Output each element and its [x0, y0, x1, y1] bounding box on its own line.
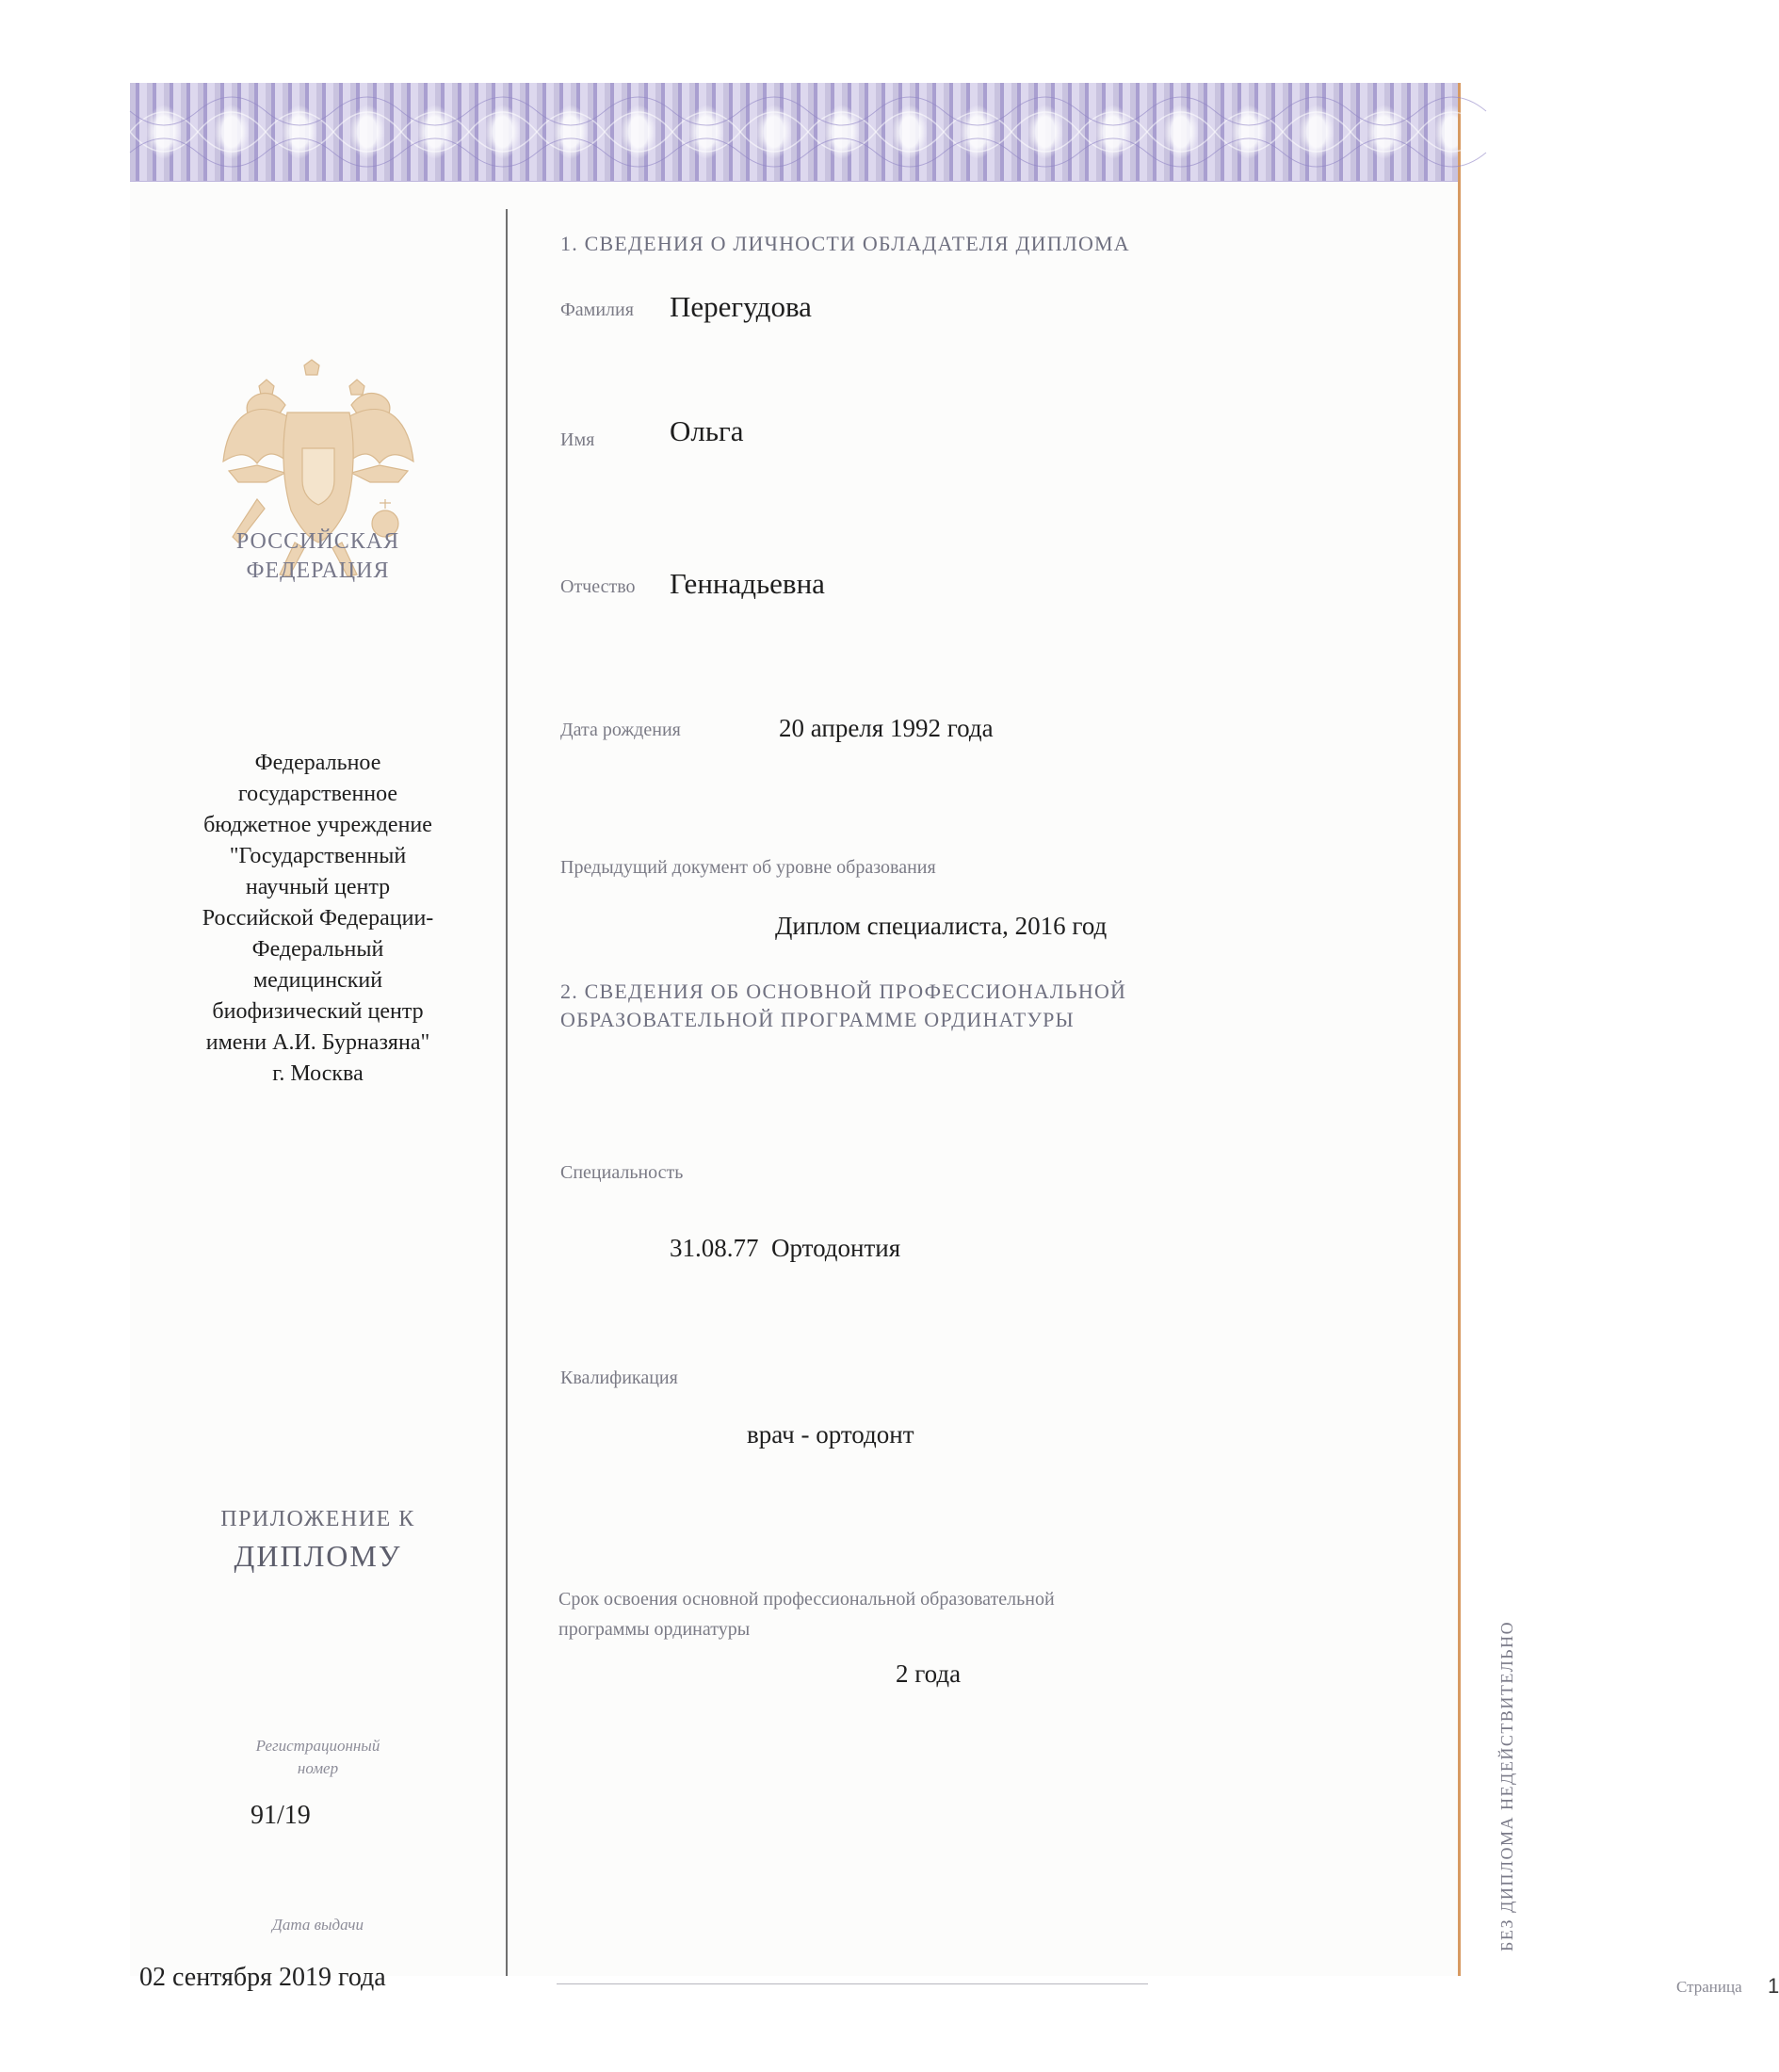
first-name-value: Ольга [670, 414, 744, 447]
duration-label-line-1: Срок освоения основной профессиональной образовательной [558, 1589, 1055, 1610]
program-duration-label [558, 1584, 1055, 1644]
previous-document-value: Диплом специалиста, 2016 год [775, 912, 1108, 940]
institution-line: "Государственный [229, 844, 407, 868]
country-name [130, 527, 506, 586]
institution-line: Федеральный [251, 937, 384, 962]
validity-note: БЕЗ ДИПЛОМА НЕДЕЙСТВИТЕЛЬНО [1497, 1620, 1516, 1951]
issue-date: 02 сентября 2019 года [139, 1963, 386, 1992]
registration-number-label [130, 1735, 506, 1780]
section-2-heading-line-2: ОБРАЗОВАТЕЛЬНОЙ ПРОГРАММЕ ОРДИНАТУРЫ [560, 1008, 1075, 1031]
specialty-value: 31.08.77 Ортодонтия [670, 1234, 901, 1262]
page-number: 1 [1768, 1974, 1779, 1998]
patronymic-label: Отчество [560, 576, 636, 597]
country-line-2: ФЕДЕРАЦИЯ [246, 558, 390, 583]
surname-label: Фамилия [560, 299, 634, 320]
section-2-heading-line-1: 2. СВЕДЕНИЯ ОБ ОСНОВНОЙ ПРОФЕССИОНАЛЬНОЙ [560, 979, 1127, 1003]
issue-date-label: Дата выдачи [272, 1916, 364, 1934]
diploma-appendix-sheet [130, 83, 1779, 1998]
section-1-heading: 1. СВЕДЕНИЯ О ЛИЧНОСТИ ОБЛАДАТЕЛЯ ДИПЛОМА [560, 232, 1130, 255]
institution-line: бюджетное учреждение [203, 813, 432, 837]
first-name-label: Имя [560, 429, 595, 450]
institution-line: Российской Федерации- [202, 906, 434, 931]
registration-label-line-1: Регистрационный [255, 1737, 380, 1755]
institution-line: г. Москва [272, 1061, 364, 1086]
right-column [508, 181, 1779, 1998]
section-2-heading [560, 978, 1126, 1034]
specialty-label: Специальность [560, 1162, 684, 1183]
qualification-value: врач - ортодонт [747, 1420, 914, 1449]
registration-label-line-2: номер [297, 1759, 339, 1777]
program-duration-value: 2 года [896, 1659, 962, 1688]
institution-line: имени А.И. Бурназяна" [205, 1030, 430, 1055]
registration-number: 91/19 [251, 1801, 311, 1830]
surname-value: Перегудова [670, 290, 812, 323]
institution-name [139, 748, 496, 1090]
left-column [130, 181, 506, 1992]
qualification-label: Квалификация [560, 1368, 678, 1388]
institution-line: научный центр [245, 875, 391, 899]
institution-line: медицинский [252, 968, 383, 993]
page-label: Страница [1676, 1978, 1742, 1996]
institution-line: государственное [237, 782, 398, 806]
birth-date-label: Дата рождения [560, 720, 681, 740]
appendix-title-line-1: ПРИЛОЖЕНИЕ К [220, 1507, 415, 1531]
institution-line: биофизический центр [212, 999, 424, 1024]
appendix-title-line-2: ДИПЛОМУ [234, 1539, 402, 1573]
country-line-1: РОССИЙСКАЯ [235, 529, 400, 554]
previous-document-label: Предыдущий документ об уровне образования [560, 857, 936, 878]
institution-line: Федеральное [254, 751, 381, 775]
decorative-ornament-band [130, 83, 1458, 182]
signature-line [557, 1983, 1148, 1984]
duration-label-line-2: программы ординатуры [558, 1619, 751, 1640]
patronymic-value: Геннадьевна [670, 567, 825, 600]
birth-date-value: 20 апреля 1992 года [779, 714, 994, 742]
